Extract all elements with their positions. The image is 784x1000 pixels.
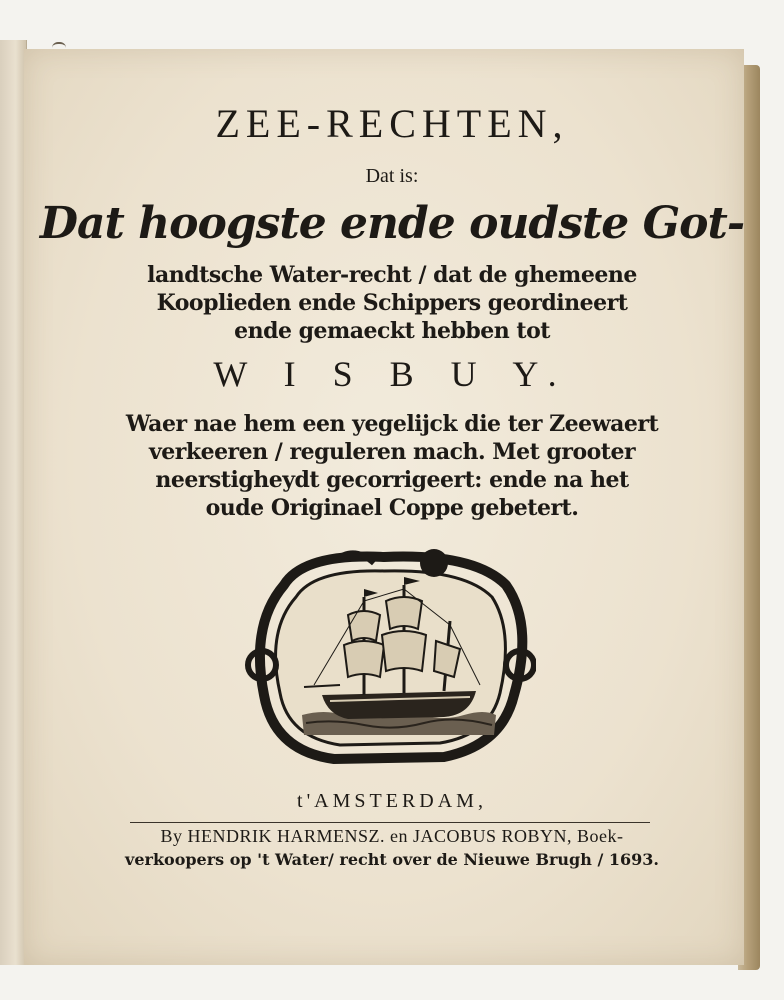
page-mark (52, 42, 66, 52)
blackletter-heading: Dat hoogste ende oudste Got- (39, 198, 745, 249)
subtitle-intro: Dat is: (365, 165, 419, 187)
main-title: ZEE-RECHTEN, (215, 101, 569, 146)
body-line-2: verkeeren / reguleren mach. Met grooter (148, 439, 636, 465)
body-line-1: Waer nae hem een yegelijck die ter Zeewaert (125, 411, 659, 437)
body-line-4: oude Originael Coppe gebetert. (205, 495, 579, 521)
body-line-3: neerstigheydt gecorrigeert: ende na het (155, 467, 629, 493)
imprint-city: t'AMSTERDAM, (297, 790, 487, 812)
ship-woodcut-icon (244, 545, 536, 770)
blackletter-line-4: ende gemaeckt hebben tot (234, 318, 550, 344)
imprint-line-1: By HENDRIK HARMENSZ. en JACOBUS ROBYN, Boek- (160, 826, 624, 846)
imprint-rule (130, 822, 650, 823)
imprint-line-2: verkoopers op 't Water/ recht over de Nieuwe Brugh / 1693. (125, 850, 659, 869)
blackletter-line-2: landtsche Water-recht / dat de ghemeene (147, 262, 637, 288)
blackletter-line-3: Kooplieden ende Schippers geordineert (156, 290, 628, 316)
place-name: W I S B U Y. (213, 354, 571, 394)
